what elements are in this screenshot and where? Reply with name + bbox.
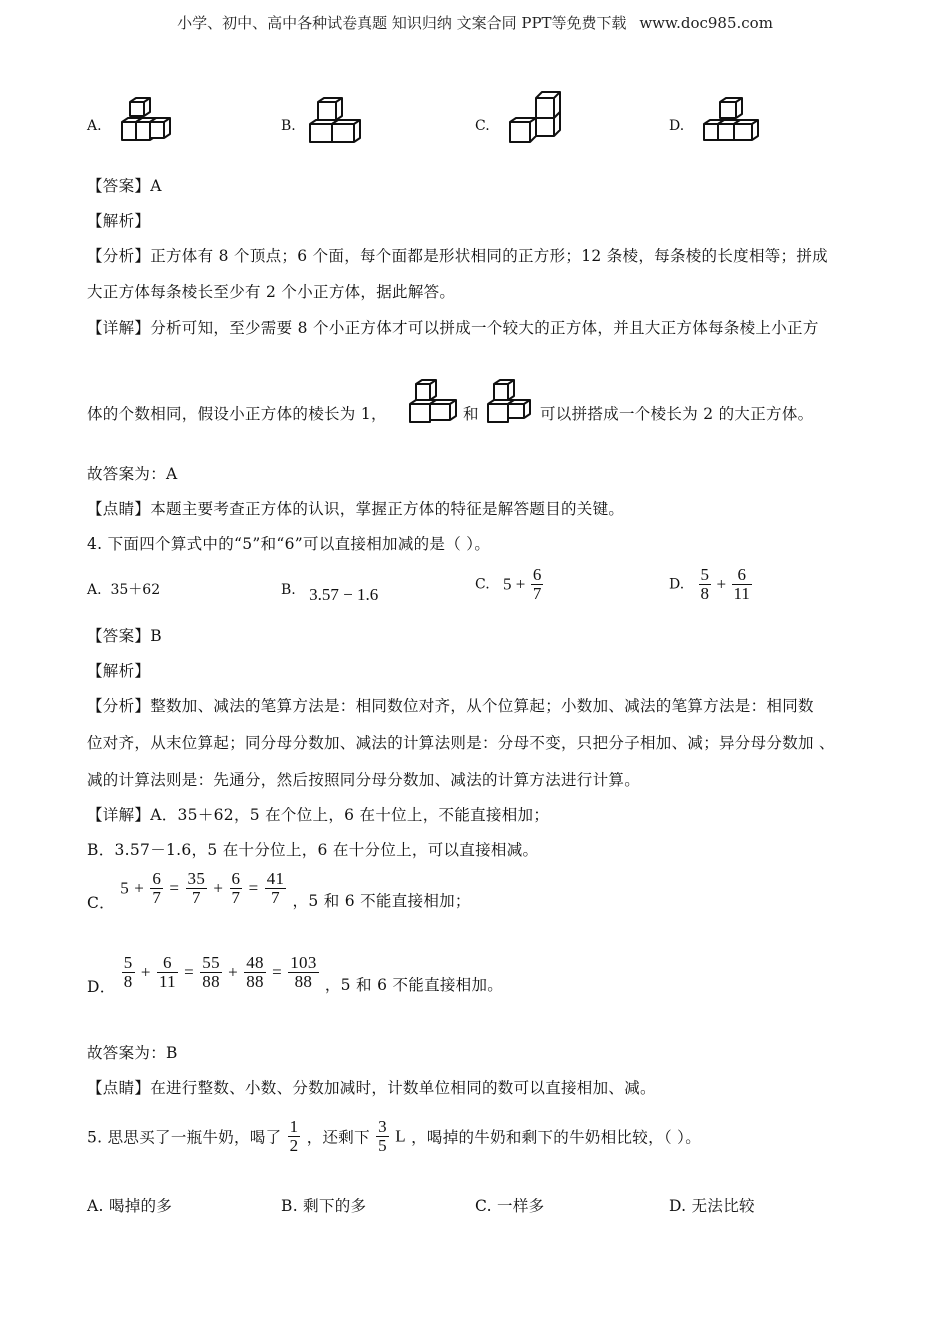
q4-detail-c-fraction-3: $\frac{6}{7}$ (231, 869, 241, 907)
q4-option-b (281, 579, 379, 604)
q3-xiangjie-line-2b: 和 (463, 405, 479, 423)
q3-option-a-cube-figure (120, 98, 170, 144)
q4-option-a-label: A. (87, 582, 102, 598)
q4-detail-d (87, 953, 504, 997)
q4-detail-b: B．3.57－1.6，5 在十分位上，6 在十分位上，可以直接相减。 (87, 841, 539, 859)
q5-unit: L (395, 1126, 406, 1146)
q3-dianjing: 【点睛】本题主要考查正方体的认识，掌握正方体的特征是解答题目的关键。 (87, 500, 625, 518)
q3-fenxi-line-1: 【分析】正方体有 8 个顶点；6 个面，每个面都是形状相同的正方形；12 条棱，每条棱的长度相等；拼成 (87, 247, 828, 265)
q3-conclusion: 故答案为：A (87, 465, 178, 483)
q4-detail-c-tail: ，5 和 6 不能直接相加； (292, 892, 471, 911)
page-header (0, 12, 950, 33)
q5-option-b: B. 剩下的多 (281, 1197, 367, 1215)
q5-option-c: C. 一样多 (475, 1197, 545, 1215)
q5-option-d: D. 无法比较 (669, 1197, 755, 1215)
q4-detail-c-plus-1: + (134, 878, 145, 898)
q3-option-c-label: C. (475, 118, 490, 134)
q4-option-c-whole: 5 + (503, 574, 526, 594)
q4-option-d (669, 566, 753, 603)
q4-detail-c-equals-1: = (169, 878, 180, 898)
q3-option-b-label: B. (281, 118, 296, 134)
q4-option-d-plus: + (716, 574, 727, 594)
q4-detail-c-equals-2: = (248, 878, 259, 898)
q4-detail-d-label: D． (87, 978, 116, 997)
q4-detail-d-fraction-3: $\frac{55}{88}$ (202, 953, 220, 991)
q4-analysis-tag: 【解析】 (87, 662, 151, 680)
q4-detail-d-fraction-4: $\frac{48}{88}$ (246, 953, 264, 991)
q3-answer: 【答案】A (87, 177, 162, 195)
q4-detail-d-tail: ，5 和 6 不能直接相加。 (324, 976, 504, 995)
q4-fenxi-line-1: 【分析】整数加、减法的笔算方法是：相同数位对齐，从个位算起；小数加、减法的笔算方法是：相同数 (87, 697, 814, 715)
q4-detail-d-equals-2: = (272, 962, 282, 982)
q4-detail-d-fraction-2: $\frac{6}{11}$ (158, 953, 176, 991)
q4-conclusion: 故答案为：B (87, 1044, 178, 1062)
q4-detail-c-fraction-2: $\frac{35}{7}$ (187, 869, 206, 907)
q4-option-a (87, 579, 160, 599)
q4-detail-d-fraction-1: $\frac{5}{8}$ (123, 953, 133, 991)
q3-option-d-cube-figure (702, 98, 762, 144)
q3-xiangjie-line-1: 【详解】分析可知，至少需要 8 个小正方体才可以拼成一个较大的正方体，并且大正方体每条棱上小正方 (87, 319, 819, 337)
q3-option-c-cube-figure (508, 92, 564, 144)
q5-question (87, 1118, 701, 1155)
q4-dianjing: 【点睛】在进行整数、小数、分数加减时，计数单位相同的数可以直接相加、减。 (87, 1079, 656, 1097)
q3-option-b-cube-figure (310, 98, 360, 144)
q4-detail-d-plus-2: + (228, 962, 239, 982)
q4-option-d-fraction-1: $\frac{5}{8}$ (700, 565, 710, 603)
q3-option-a-label: A. (87, 118, 102, 134)
q4-detail-d-plus-1: + (140, 962, 151, 982)
q3-fenxi-line-2: 大正方体每条棱长至少有 2 个小正方体，据此解答。 (87, 283, 456, 301)
q3-analysis-tag: 【解析】 (87, 212, 151, 230)
q4-option-b-text: 3.57 − 1.6 (309, 585, 379, 604)
q4-option-b-label: B. (281, 582, 296, 598)
q4-fenxi-line-3: 减的计算法则是：先通分，然后按照同分母分数加、减法的计算方法进行计算。 (87, 771, 641, 789)
q4-detail-a: 【详解】A．35＋62，5 在个位上，6 在十位上，不能直接相加； (87, 806, 550, 824)
q4-question: 4. 下面四个算式中的“5”和“6”可以直接相加减的是（ ）。 (87, 535, 491, 553)
q4-detail-d-fraction-5: $\frac{103}{88}$ (290, 953, 317, 991)
q4-detail-c-label: C． (87, 894, 115, 913)
q4-detail-c-plus-2: + (213, 878, 224, 898)
q4-option-c-fraction: $\frac{6}{7}$ (532, 565, 542, 603)
q4-fenxi-line-2: 位对齐，从末位算起；同分母分数加、减法的计算法则是：分母不变，只把分子相加、减；异分母分数加 、 (87, 734, 835, 752)
q3-xiangjie-line-2c: 可以拼搭成一个棱长为 2 的大正方体。 (540, 405, 814, 423)
q4-option-a-text: 35＋62 (110, 582, 161, 598)
q4-option-c (475, 566, 544, 603)
q4-detail-c-fraction-1: $\frac{6}{7}$ (152, 869, 162, 907)
q5-fraction-remaining: $\frac{3}{5}$ (378, 1117, 387, 1155)
q5-question-part-c: ，喝掉的牛奶和剩下的牛奶相比较，（ ）。 (411, 1128, 702, 1147)
q3-option-d-label: D. (669, 118, 685, 134)
q4-option-c-label: C. (475, 576, 490, 593)
q4-detail-c-whole: 5 (120, 878, 130, 898)
q4-detail-d-equals-1: = (184, 962, 195, 982)
q5-option-a: A. 喝掉的多 (87, 1197, 173, 1215)
q5-question-part-b: ，还剩下 (306, 1128, 370, 1147)
header-left-text: 小学、初中、高中各种试卷真题 知识归纳 文案合同 PPT等免费下载 (177, 14, 627, 32)
q4-option-d-label: D. (669, 576, 685, 593)
q3-detail-cube-figure-1 (408, 380, 458, 424)
q4-answer: 【答案】B (87, 627, 162, 645)
q4-detail-c (87, 869, 471, 913)
q5-question-part-a: 5. 思思买了一瓶牛奶，喝了 (87, 1128, 282, 1147)
header-site-link[interactable]: www.doc985.com (639, 14, 773, 32)
q3-xiangjie-line-2a: 体的个数相同，假设小正方体的棱长为 1， (87, 405, 387, 423)
q5-fraction-drunk: $\frac{1}{2}$ (289, 1117, 299, 1155)
q4-detail-c-fraction-4: $\frac{41}{7}$ (266, 869, 285, 907)
q4-option-d-fraction-2: $\frac{6}{11}$ (733, 565, 750, 603)
q3-detail-cube-figure-2 (486, 380, 536, 424)
